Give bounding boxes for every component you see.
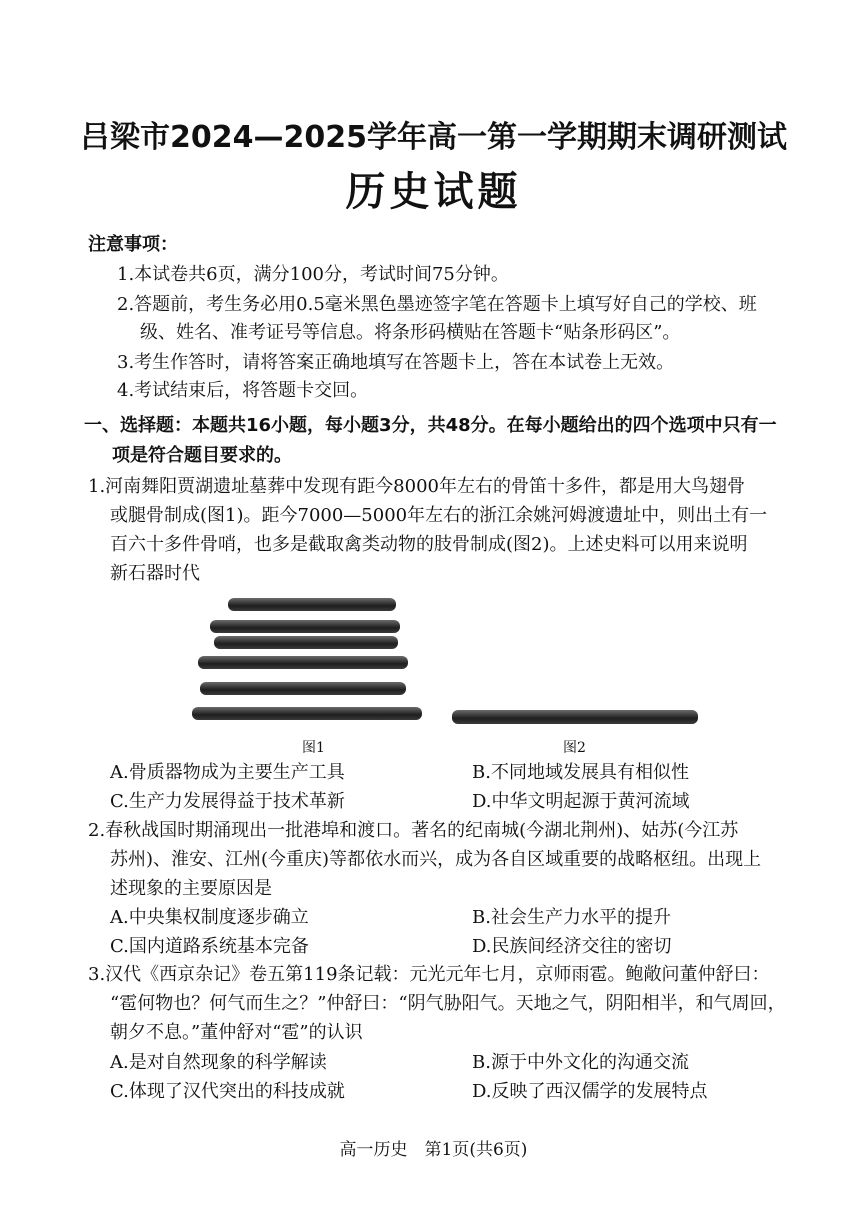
q3-option-b: B.源于中外文化的沟通交流 xyxy=(472,1052,689,1073)
q2-option-b: B.社会生产力水平的提升 xyxy=(472,907,671,928)
section-heading: 一、选择题：本题共16小题，每小题3分，共48分。在每小题给出的四个选项中只有一 xyxy=(84,415,777,436)
page-footer: 高一历史 第1页(共6页) xyxy=(339,1140,528,1160)
subject-title: 历史试题 xyxy=(345,168,522,215)
q1-stem-2: 或腿骨制成(图1)。距今7000—5000年左右的浙江余姚河姆渡遗址中，则出土有一 xyxy=(110,505,768,526)
figure-2-bone-whistle xyxy=(452,710,698,724)
q2-stem-1: 2.春秋战国时期涌现出一批港埠和渡口。著名的纪南城(今湖北荆州)、姑苏(今江苏 xyxy=(88,820,739,841)
section-heading-cont: 项是符合题目要求的。 xyxy=(112,445,292,466)
note-4: 4.考试结束后，将答题卡交回。 xyxy=(117,380,369,401)
bone-flute xyxy=(214,636,398,649)
q1-stem-4: 新石器时代 xyxy=(110,563,200,584)
bone-flute xyxy=(228,598,396,611)
notes-heading: 注意事项： xyxy=(88,234,178,255)
q3-stem-2: “雹何物也？何气而生之？”仲舒曰：“阴气胁阳气。天地之气，阴阳相半，和气周回， xyxy=(110,993,786,1014)
q1-option-d: D.中华文明起源于黄河流域 xyxy=(472,791,690,812)
q1-option-c: C.生产力发展得益于技术革新 xyxy=(110,791,345,812)
q2-option-c: C.国内道路系统基本完备 xyxy=(110,936,309,957)
bone-flute xyxy=(198,656,408,669)
note-3: 3.考生作答时，请将答案正确地填写在答题卡上，答在本试卷上无效。 xyxy=(117,352,675,373)
bone-flute xyxy=(192,707,422,720)
q1-stem-1: 1.河南舞阳贾湖遗址墓葬中发现有距今8000年左右的骨笛十多件，都是用大鸟翅骨 xyxy=(88,476,745,497)
q2-option-a: A.中央集权制度逐步确立 xyxy=(110,907,309,928)
bone-flute xyxy=(210,620,400,633)
note-2-cont: 级、姓名、准考证号等信息。将条形码横贴在答题卡“贴条形码区”。 xyxy=(140,322,681,343)
q1-option-b: B.不同地域发展具有相似性 xyxy=(472,762,689,783)
figure-2-label: 图2 xyxy=(563,740,586,756)
q3-stem-3: 朝夕不息。”董仲舒对“雹”的认识 xyxy=(110,1022,363,1043)
q2-stem-3: 述现象的主要原因是 xyxy=(110,878,272,899)
q3-option-a: A.是对自然现象的科学解读 xyxy=(110,1052,327,1073)
bone-flute xyxy=(200,682,406,695)
figure-1-label: 图1 xyxy=(302,740,325,756)
q2-option-d: D.民族间经济交往的密切 xyxy=(472,936,672,957)
q2-stem-2: 苏州)、淮安、江州(今重庆)等都依水而兴，成为各自区域重要的战略枢纽。出现上 xyxy=(110,849,762,870)
q1-stem-3: 百六十多件骨哨，也多是截取禽类动物的肢骨制成(图2)。上述史料可以用来说明 xyxy=(110,534,748,555)
q1-option-a: A.骨质器物成为主要生产工具 xyxy=(110,762,345,783)
note-1: 1.本试卷共6页，满分100分，考试时间75分钟。 xyxy=(117,264,509,285)
exam-title: 吕梁市2024—2025学年高一第一学期期末调研测试 xyxy=(80,120,787,155)
q3-option-c: C.体现了汉代突出的科技成就 xyxy=(110,1081,345,1102)
q3-stem-1: 3.汉代《西京杂记》卷五第119条记载：元光元年七月，京师雨雹。鲍敞问董仲舒曰： xyxy=(88,964,770,985)
q3-option-d: D.反映了西汉儒学的发展特点 xyxy=(472,1081,708,1102)
note-2: 2.答题前，考生务必用0.5毫米黑色墨迹签字笔在答题卡上填写好自己的学校、班 xyxy=(117,294,757,315)
